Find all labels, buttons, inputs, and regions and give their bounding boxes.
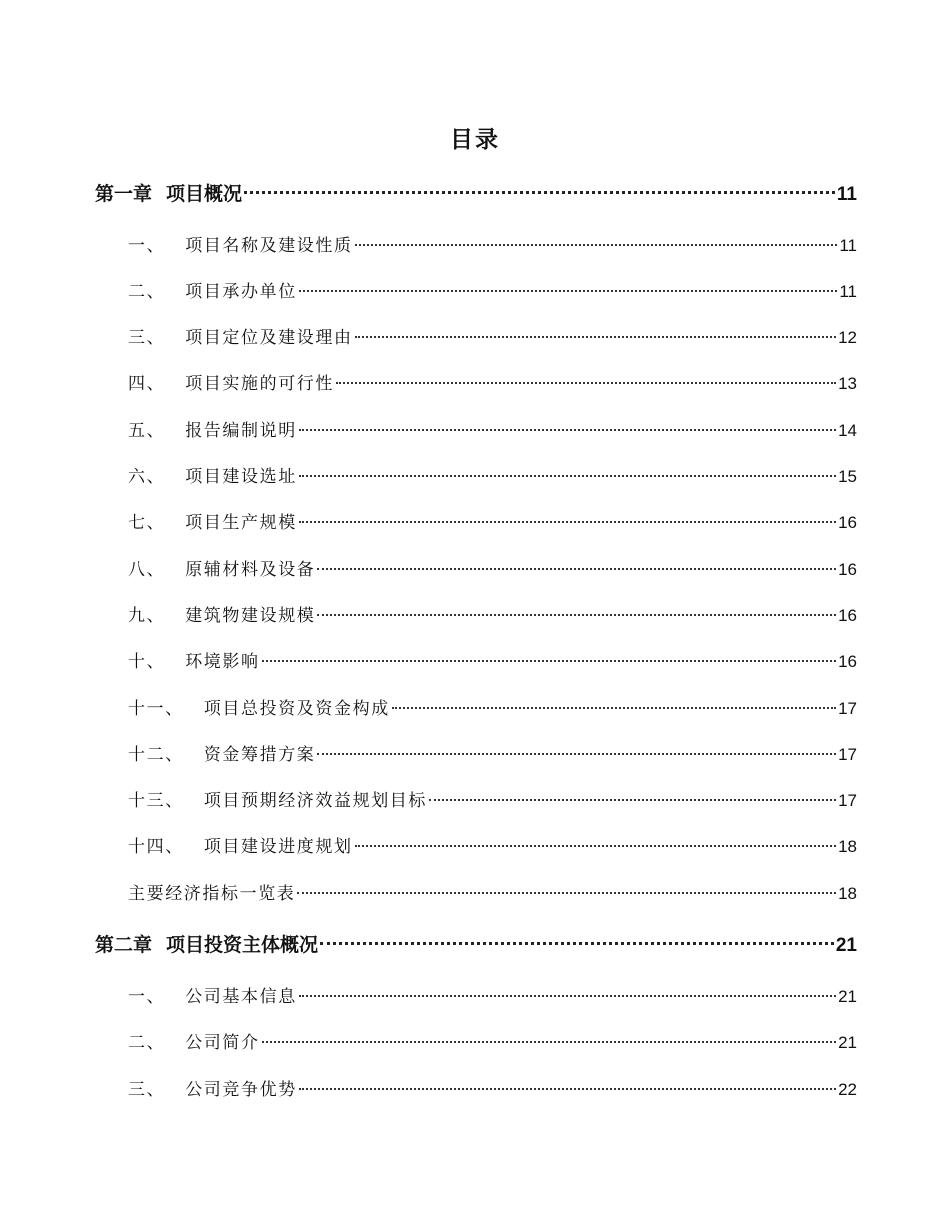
- toc-page-number: 16: [838, 560, 857, 579]
- toc-label: 公司竞争优势: [185, 1080, 297, 1100]
- toc-label: 建筑物建设规模: [185, 606, 316, 626]
- toc-page-number: 16: [838, 606, 857, 625]
- toc-page-number: 21: [838, 987, 857, 1006]
- toc-page-number: 15: [838, 467, 857, 486]
- toc-number: 七、: [128, 513, 166, 533]
- toc-section[interactable]: [95, 463, 857, 491]
- toc-number: 三、: [128, 328, 166, 348]
- toc-label: 原辅材料及设备: [185, 560, 316, 580]
- toc-section[interactable]: [95, 509, 857, 537]
- toc-page-number: 21: [835, 935, 857, 956]
- dot-leader: [317, 568, 836, 570]
- dot-leader: [244, 191, 835, 194]
- toc-section[interactable]: [95, 556, 857, 584]
- toc-section[interactable]: [95, 833, 857, 861]
- dot-leader: [299, 475, 836, 477]
- toc-section[interactable]: [95, 983, 857, 1011]
- toc-label: 项目建设进度规划: [203, 837, 353, 857]
- toc-page-number: 17: [838, 745, 857, 764]
- toc-section[interactable]: [95, 602, 857, 630]
- toc-section[interactable]: [95, 1076, 857, 1104]
- toc-label: 项目总投资及资金构成: [203, 699, 390, 719]
- toc-number: 二、: [128, 282, 166, 302]
- toc-label: 资金筹措方案: [203, 745, 316, 765]
- toc-number: 一、: [128, 987, 166, 1007]
- toc-page-number: 12: [838, 328, 857, 347]
- dot-leader: [336, 382, 836, 384]
- toc-number: 三、: [128, 1080, 166, 1100]
- toc-label: 项目概况: [166, 183, 243, 205]
- toc-page-number: 11: [839, 236, 857, 255]
- toc-page-number: 18: [838, 837, 857, 856]
- dot-leader: [392, 707, 836, 709]
- dot-leader: [320, 942, 834, 945]
- toc-chapter-2[interactable]: [95, 930, 857, 960]
- toc-page-number: 14: [838, 421, 857, 440]
- toc-label: 项目预期经济效益规划目标: [203, 791, 428, 811]
- toc-label: 项目投资主体概况: [166, 934, 319, 956]
- toc-label: 公司简介: [185, 1033, 260, 1053]
- toc-label: 公司基本信息: [185, 987, 297, 1007]
- toc-number: 四、: [128, 374, 166, 394]
- toc-section[interactable]: [95, 324, 857, 352]
- toc-number: 五、: [128, 421, 166, 441]
- toc-title: 目录: [450, 127, 500, 153]
- toc-number: 十四、: [128, 837, 184, 857]
- toc-page-number: 21: [838, 1033, 857, 1052]
- toc-page-number: 16: [838, 652, 857, 671]
- dot-leader: [299, 521, 836, 523]
- toc-page-number: 11: [836, 184, 857, 205]
- toc-number: 十二、: [128, 745, 184, 765]
- toc-page-number: 16: [838, 513, 857, 532]
- toc-number: 第二章: [95, 934, 153, 956]
- dot-leader: [355, 244, 838, 246]
- toc-number: 九、: [128, 606, 166, 626]
- toc-label: 项目生产规模: [185, 513, 297, 533]
- dot-leader: [429, 799, 836, 801]
- dot-leader: [297, 892, 836, 894]
- dot-leader: [262, 660, 836, 662]
- toc-label: 项目名称及建设性质: [185, 236, 353, 256]
- dot-leader: [355, 845, 836, 847]
- toc-page-number: 13: [838, 374, 857, 393]
- toc-number: 十一、: [128, 699, 184, 719]
- toc-page-number: 11: [839, 282, 857, 301]
- toc-section[interactable]: [95, 787, 857, 815]
- dot-leader: [355, 336, 836, 338]
- dot-leader: [299, 429, 836, 431]
- toc-page-number: 22: [838, 1080, 857, 1099]
- toc-chapter-1[interactable]: [95, 179, 857, 209]
- toc-page-number: 17: [838, 699, 857, 718]
- toc-section[interactable]: [95, 880, 857, 908]
- dot-leader: [317, 753, 836, 755]
- toc-label: 主要经济指标一览表: [128, 884, 296, 904]
- dot-leader: [317, 614, 836, 616]
- toc-section[interactable]: [95, 695, 857, 723]
- toc-number: 第一章: [95, 183, 153, 205]
- toc-section[interactable]: [95, 370, 857, 398]
- toc-label: 环境影响: [185, 652, 260, 672]
- toc-section[interactable]: [95, 417, 857, 445]
- toc-label: 项目实施的可行性: [185, 374, 335, 394]
- toc-number: 一、: [128, 236, 166, 256]
- toc-number: 十、: [128, 652, 166, 672]
- toc-number: 六、: [128, 467, 166, 487]
- dot-leader: [299, 1088, 836, 1090]
- toc-label: 项目定位及建设理由: [185, 328, 353, 348]
- toc-label: 报告编制说明: [185, 421, 297, 441]
- toc-section[interactable]: [95, 648, 857, 676]
- toc-section[interactable]: [95, 1029, 857, 1057]
- toc-label: 项目建设选址: [185, 467, 297, 487]
- toc-number: 八、: [128, 560, 166, 580]
- toc-section[interactable]: [95, 278, 857, 306]
- dot-leader: [299, 995, 836, 997]
- toc-label: 项目承办单位: [185, 282, 297, 302]
- toc-number: 二、: [128, 1033, 166, 1053]
- toc-section[interactable]: [95, 741, 857, 769]
- dot-leader: [299, 290, 838, 292]
- toc-number: 十三、: [128, 791, 184, 811]
- toc-page-number: 17: [838, 791, 857, 810]
- toc-section[interactable]: [95, 232, 857, 260]
- toc-page-number: 18: [838, 884, 857, 903]
- dot-leader: [262, 1041, 836, 1043]
